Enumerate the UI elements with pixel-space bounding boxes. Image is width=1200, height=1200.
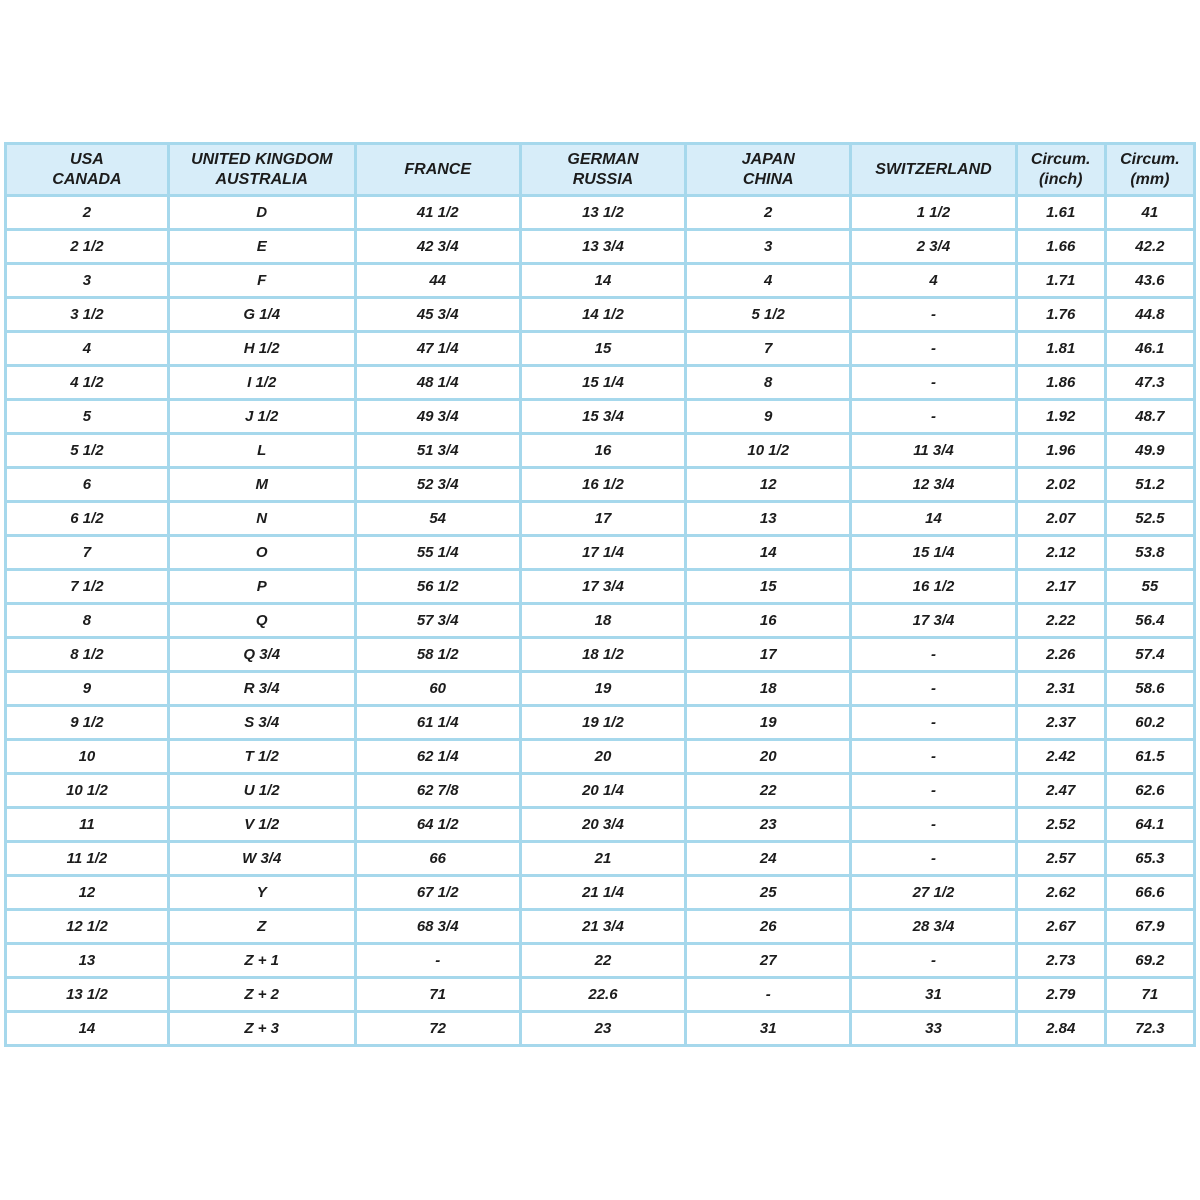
cell: 8 bbox=[6, 604, 169, 638]
cell: 1.86 bbox=[1016, 366, 1105, 400]
cell: M bbox=[168, 468, 355, 502]
table-row bbox=[6, 502, 1195, 536]
cell: 67 1/2 bbox=[355, 876, 520, 910]
cell: 17 3/4 bbox=[851, 604, 1016, 638]
cell: 12 1/2 bbox=[6, 910, 169, 944]
table-row bbox=[6, 400, 1195, 434]
cell: 51.2 bbox=[1105, 468, 1194, 502]
table-row bbox=[6, 638, 1195, 672]
cell: 14 1/2 bbox=[520, 298, 685, 332]
cell: 15 bbox=[686, 570, 851, 604]
cell: 23 bbox=[520, 1012, 685, 1046]
cell: 7 bbox=[686, 332, 851, 366]
cell: 17 1/4 bbox=[520, 536, 685, 570]
cell: 24 bbox=[686, 842, 851, 876]
table-row bbox=[6, 536, 1195, 570]
cell: 19 1/2 bbox=[520, 706, 685, 740]
cell: 12 bbox=[686, 468, 851, 502]
cell: 72 bbox=[355, 1012, 520, 1046]
cell: 9 bbox=[686, 400, 851, 434]
table-body bbox=[6, 196, 1195, 1046]
table-header-row bbox=[6, 144, 1195, 196]
table-row bbox=[6, 842, 1195, 876]
cell: Z + 1 bbox=[168, 944, 355, 978]
cell: 41 1/2 bbox=[355, 196, 520, 230]
col-header-japan-china bbox=[686, 144, 851, 196]
col-header-switzerland bbox=[851, 144, 1016, 196]
cell: Z bbox=[168, 910, 355, 944]
cell: 3 bbox=[6, 264, 169, 298]
cell: 2.22 bbox=[1016, 604, 1105, 638]
cell: Y bbox=[168, 876, 355, 910]
cell: 3 bbox=[686, 230, 851, 264]
cell: 13 1/2 bbox=[6, 978, 169, 1012]
cell: 20 1/4 bbox=[520, 774, 685, 808]
cell: I 1/2 bbox=[168, 366, 355, 400]
cell: W 3/4 bbox=[168, 842, 355, 876]
cell: 13 3/4 bbox=[520, 230, 685, 264]
header-line: FRANCE bbox=[404, 160, 472, 178]
cell: 9 1/2 bbox=[6, 706, 169, 740]
cell: 48 1/4 bbox=[355, 366, 520, 400]
cell: 2.12 bbox=[1016, 536, 1105, 570]
col-header-circum-mm bbox=[1105, 144, 1194, 196]
table-row bbox=[6, 230, 1195, 264]
cell: 44.8 bbox=[1105, 298, 1194, 332]
cell: 5 bbox=[6, 400, 169, 434]
cell: 21 3/4 bbox=[520, 910, 685, 944]
cell: 67.9 bbox=[1105, 910, 1194, 944]
cell: - bbox=[851, 366, 1016, 400]
col-header-uk-australia bbox=[168, 144, 355, 196]
cell: 47.3 bbox=[1105, 366, 1194, 400]
header-line: USA bbox=[70, 150, 104, 168]
table-row bbox=[6, 570, 1195, 604]
header-line: (inch) bbox=[1038, 170, 1083, 188]
cell: 60 bbox=[355, 672, 520, 706]
table-row bbox=[6, 672, 1195, 706]
cell: 26 bbox=[686, 910, 851, 944]
cell: 42.2 bbox=[1105, 230, 1194, 264]
cell: 49.9 bbox=[1105, 434, 1194, 468]
cell: G 1/4 bbox=[168, 298, 355, 332]
table-row bbox=[6, 298, 1195, 332]
header-line: SWITZERLAND bbox=[875, 160, 992, 178]
header-line: JAPAN bbox=[741, 150, 795, 168]
cell: 1.71 bbox=[1016, 264, 1105, 298]
cell: P bbox=[168, 570, 355, 604]
table-row bbox=[6, 808, 1195, 842]
cell: 1.81 bbox=[1016, 332, 1105, 366]
col-header-circum-inch bbox=[1016, 144, 1105, 196]
cell: 22 bbox=[686, 774, 851, 808]
table-row bbox=[6, 944, 1195, 978]
cell: S 3/4 bbox=[168, 706, 355, 740]
cell: 14 bbox=[520, 264, 685, 298]
cell: E bbox=[168, 230, 355, 264]
cell: 41 bbox=[1105, 196, 1194, 230]
cell: 61 1/4 bbox=[355, 706, 520, 740]
header-line: AUSTRALIA bbox=[215, 170, 308, 188]
cell: 6 bbox=[6, 468, 169, 502]
cell: 2.37 bbox=[1016, 706, 1105, 740]
table-row bbox=[6, 604, 1195, 638]
cell: 19 bbox=[520, 672, 685, 706]
cell: L bbox=[168, 434, 355, 468]
cell: 18 bbox=[520, 604, 685, 638]
cell: Q 3/4 bbox=[168, 638, 355, 672]
cell: 2 bbox=[6, 196, 169, 230]
cell: 69.2 bbox=[1105, 944, 1194, 978]
cell: 2.57 bbox=[1016, 842, 1105, 876]
cell: J 1/2 bbox=[168, 400, 355, 434]
cell: - bbox=[851, 400, 1016, 434]
cell: 21 bbox=[520, 842, 685, 876]
header-line: CHINA bbox=[742, 170, 794, 188]
cell: 14 bbox=[686, 536, 851, 570]
cell: 1 1/2 bbox=[851, 196, 1016, 230]
cell: N bbox=[168, 502, 355, 536]
cell: 15 3/4 bbox=[520, 400, 685, 434]
cell: F bbox=[168, 264, 355, 298]
cell: 57.4 bbox=[1105, 638, 1194, 672]
cell: 15 1/4 bbox=[851, 536, 1016, 570]
table-row bbox=[6, 706, 1195, 740]
ring-size-conversion-table bbox=[4, 142, 1196, 1047]
cell: R 3/4 bbox=[168, 672, 355, 706]
cell: 4 bbox=[6, 332, 169, 366]
header-line: UNITED KINGDOM bbox=[191, 150, 333, 168]
cell: - bbox=[851, 298, 1016, 332]
cell: 5 1/2 bbox=[6, 434, 169, 468]
cell: 60.2 bbox=[1105, 706, 1194, 740]
header-line: (mm) bbox=[1130, 170, 1170, 188]
cell: 2 1/2 bbox=[6, 230, 169, 264]
cell: 2.79 bbox=[1016, 978, 1105, 1012]
table-row bbox=[6, 264, 1195, 298]
cell: - bbox=[851, 638, 1016, 672]
cell: 45 3/4 bbox=[355, 298, 520, 332]
cell: 20 bbox=[686, 740, 851, 774]
cell: 5 1/2 bbox=[686, 298, 851, 332]
cell: 44 bbox=[355, 264, 520, 298]
cell: 58 1/2 bbox=[355, 638, 520, 672]
cell: 62 7/8 bbox=[355, 774, 520, 808]
cell: 2.31 bbox=[1016, 672, 1105, 706]
cell: 1.66 bbox=[1016, 230, 1105, 264]
cell: 19 bbox=[686, 706, 851, 740]
cell: 1.76 bbox=[1016, 298, 1105, 332]
cell: 25 bbox=[686, 876, 851, 910]
cell: 4 bbox=[686, 264, 851, 298]
cell: 71 bbox=[1105, 978, 1194, 1012]
table-row bbox=[6, 910, 1195, 944]
cell: 52.5 bbox=[1105, 502, 1194, 536]
cell: 42 3/4 bbox=[355, 230, 520, 264]
cell: Z + 3 bbox=[168, 1012, 355, 1046]
cell: 12 3/4 bbox=[851, 468, 1016, 502]
table-row bbox=[6, 978, 1195, 1012]
table-row bbox=[6, 876, 1195, 910]
cell: 13 bbox=[686, 502, 851, 536]
cell: 16 bbox=[520, 434, 685, 468]
cell: 17 3/4 bbox=[520, 570, 685, 604]
cell: 62.6 bbox=[1105, 774, 1194, 808]
cell: 10 1/2 bbox=[6, 774, 169, 808]
cell: D bbox=[168, 196, 355, 230]
cell: 16 1/2 bbox=[520, 468, 685, 502]
cell: 47 1/4 bbox=[355, 332, 520, 366]
table-row bbox=[6, 196, 1195, 230]
header-line: RUSSIA bbox=[572, 170, 634, 188]
cell: 10 bbox=[6, 740, 169, 774]
cell: 11 1/2 bbox=[6, 842, 169, 876]
cell: 31 bbox=[851, 978, 1016, 1012]
cell: 2.26 bbox=[1016, 638, 1105, 672]
cell: U 1/2 bbox=[168, 774, 355, 808]
cell: 13 bbox=[6, 944, 169, 978]
cell: 61.5 bbox=[1105, 740, 1194, 774]
cell: 21 1/4 bbox=[520, 876, 685, 910]
cell: 27 1/2 bbox=[851, 876, 1016, 910]
cell: 16 bbox=[686, 604, 851, 638]
cell: 2.17 bbox=[1016, 570, 1105, 604]
table-row bbox=[6, 434, 1195, 468]
cell: 72.3 bbox=[1105, 1012, 1194, 1046]
cell: 56.4 bbox=[1105, 604, 1194, 638]
cell: 2 3/4 bbox=[851, 230, 1016, 264]
cell: 2.07 bbox=[1016, 502, 1105, 536]
cell: 66 bbox=[355, 842, 520, 876]
cell: 53.8 bbox=[1105, 536, 1194, 570]
cell: - bbox=[355, 944, 520, 978]
cell: 20 3/4 bbox=[520, 808, 685, 842]
cell: 10 1/2 bbox=[686, 434, 851, 468]
cell: - bbox=[686, 978, 851, 1012]
cell: 2.42 bbox=[1016, 740, 1105, 774]
cell: 11 bbox=[6, 808, 169, 842]
cell: 18 1/2 bbox=[520, 638, 685, 672]
cell: 68 3/4 bbox=[355, 910, 520, 944]
cell: 52 3/4 bbox=[355, 468, 520, 502]
header-line: CANADA bbox=[52, 170, 122, 188]
cell: 18 bbox=[686, 672, 851, 706]
cell: 17 bbox=[686, 638, 851, 672]
cell: 55 bbox=[1105, 570, 1194, 604]
cell: 43.6 bbox=[1105, 264, 1194, 298]
cell: 2.52 bbox=[1016, 808, 1105, 842]
cell: 64.1 bbox=[1105, 808, 1194, 842]
table-row bbox=[6, 332, 1195, 366]
cell: 13 1/2 bbox=[520, 196, 685, 230]
cell: 55 1/4 bbox=[355, 536, 520, 570]
cell: 46.1 bbox=[1105, 332, 1194, 366]
table-row bbox=[6, 468, 1195, 502]
cell: - bbox=[851, 842, 1016, 876]
cell: 2.47 bbox=[1016, 774, 1105, 808]
cell: 8 1/2 bbox=[6, 638, 169, 672]
cell: 7 bbox=[6, 536, 169, 570]
cell: - bbox=[851, 740, 1016, 774]
table-row bbox=[6, 740, 1195, 774]
col-header-german-russia bbox=[520, 144, 685, 196]
cell: 66.6 bbox=[1105, 876, 1194, 910]
cell: 51 3/4 bbox=[355, 434, 520, 468]
cell: 22 bbox=[520, 944, 685, 978]
cell: 16 1/2 bbox=[851, 570, 1016, 604]
cell: 65.3 bbox=[1105, 842, 1194, 876]
cell: - bbox=[851, 808, 1016, 842]
table-row bbox=[6, 774, 1195, 808]
cell: 2 bbox=[686, 196, 851, 230]
cell: - bbox=[851, 944, 1016, 978]
cell: 64 1/2 bbox=[355, 808, 520, 842]
cell: 3 1/2 bbox=[6, 298, 169, 332]
cell: - bbox=[851, 672, 1016, 706]
cell: 54 bbox=[355, 502, 520, 536]
cell: 4 bbox=[851, 264, 1016, 298]
cell: 15 bbox=[520, 332, 685, 366]
cell: 2.02 bbox=[1016, 468, 1105, 502]
cell: - bbox=[851, 774, 1016, 808]
table-row bbox=[6, 1012, 1195, 1046]
cell: 15 1/4 bbox=[520, 366, 685, 400]
header-line: Circum. bbox=[1030, 150, 1091, 168]
cell: 1.96 bbox=[1016, 434, 1105, 468]
cell: 4 1/2 bbox=[6, 366, 169, 400]
cell: - bbox=[851, 332, 1016, 366]
cell: 1.92 bbox=[1016, 400, 1105, 434]
cell: 12 bbox=[6, 876, 169, 910]
table-row bbox=[6, 366, 1195, 400]
cell: 7 1/2 bbox=[6, 570, 169, 604]
cell: 14 bbox=[851, 502, 1016, 536]
cell: 48.7 bbox=[1105, 400, 1194, 434]
cell: Z + 2 bbox=[168, 978, 355, 1012]
cell: V 1/2 bbox=[168, 808, 355, 842]
cell: 56 1/2 bbox=[355, 570, 520, 604]
cell: 2.67 bbox=[1016, 910, 1105, 944]
cell: 6 1/2 bbox=[6, 502, 169, 536]
cell: - bbox=[851, 706, 1016, 740]
cell: O bbox=[168, 536, 355, 570]
cell: 28 3/4 bbox=[851, 910, 1016, 944]
cell: 2.84 bbox=[1016, 1012, 1105, 1046]
cell: Q bbox=[168, 604, 355, 638]
cell: 1.61 bbox=[1016, 196, 1105, 230]
cell: 11 3/4 bbox=[851, 434, 1016, 468]
cell: 8 bbox=[686, 366, 851, 400]
cell: T 1/2 bbox=[168, 740, 355, 774]
cell: 62 1/4 bbox=[355, 740, 520, 774]
cell: 20 bbox=[520, 740, 685, 774]
cell: 2.73 bbox=[1016, 944, 1105, 978]
cell: 57 3/4 bbox=[355, 604, 520, 638]
col-header-france bbox=[355, 144, 520, 196]
cell: 58.6 bbox=[1105, 672, 1194, 706]
col-header-usa-canada bbox=[6, 144, 169, 196]
cell: 33 bbox=[851, 1012, 1016, 1046]
cell: 49 3/4 bbox=[355, 400, 520, 434]
cell: 23 bbox=[686, 808, 851, 842]
cell: 9 bbox=[6, 672, 169, 706]
cell: 2.62 bbox=[1016, 876, 1105, 910]
header-line: Circum. bbox=[1120, 150, 1180, 168]
cell: 22.6 bbox=[520, 978, 685, 1012]
header-line: GERMAN bbox=[567, 150, 639, 168]
cell: H 1/2 bbox=[168, 332, 355, 366]
cell: 31 bbox=[686, 1012, 851, 1046]
cell: 17 bbox=[520, 502, 685, 536]
cell: 71 bbox=[355, 978, 520, 1012]
cell: 14 bbox=[6, 1012, 169, 1046]
cell: 27 bbox=[686, 944, 851, 978]
